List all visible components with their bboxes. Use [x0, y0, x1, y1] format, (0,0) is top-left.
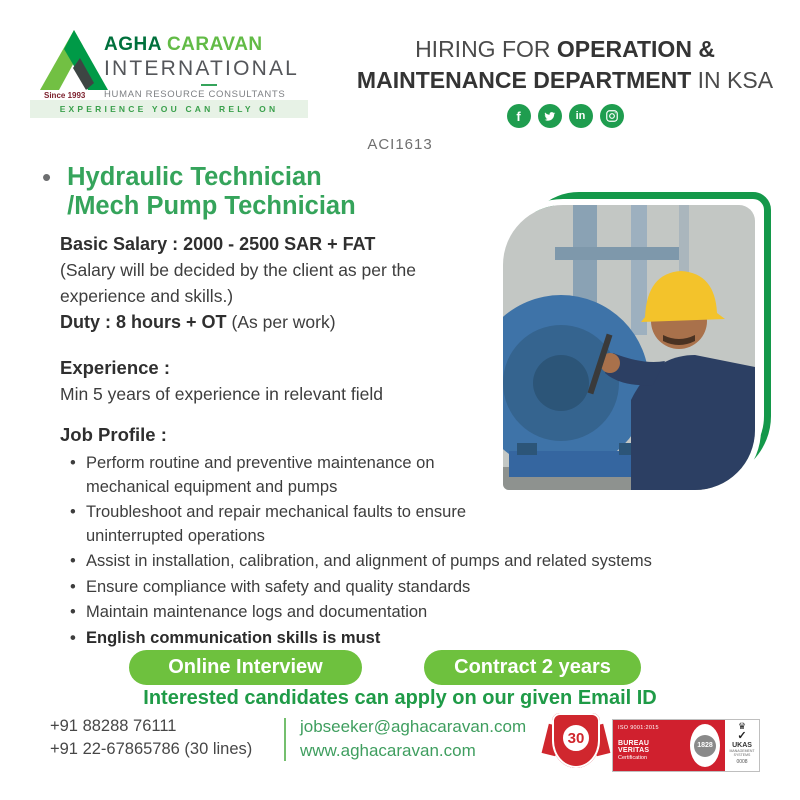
- instagram-icon[interactable]: [600, 104, 624, 128]
- bureau-veritas-badge: [612, 719, 760, 772]
- company-name-block: [104, 34, 314, 100]
- ukas-label: UKAS: [732, 742, 752, 749]
- experience-label: Experience :: [60, 357, 171, 378]
- job-title: [42, 163, 356, 221]
- company-tagline: EXPERIENCE YOU CAN RELY ON: [30, 100, 308, 118]
- heading-bold-1: OPERATION &: [556, 36, 715, 62]
- logo-triangle-icon: [36, 28, 112, 100]
- salary-line: Basic Salary : 2000 - 2500 SAR + FAT: [60, 234, 376, 254]
- brand-word-agha: AGHA: [104, 34, 162, 55]
- salary-section: [60, 231, 500, 335]
- worker-photo-illustration: [503, 205, 755, 490]
- company-name-international: INTERNATIONAL: [104, 57, 300, 80]
- online-interview-button[interactable]: Online Interview: [129, 650, 362, 685]
- duty-line: [60, 309, 500, 335]
- worker-photo: [503, 205, 755, 490]
- heading-light-2: IN KSA: [691, 67, 774, 93]
- profile-item: • Troubleshoot and repair mechanical faults to ensure uninterrupted operations: [60, 501, 490, 548]
- linkedin-icon[interactable]: in: [569, 104, 593, 128]
- profile-item: • English communication skills is must: [60, 627, 720, 651]
- logo-divider: [201, 84, 217, 86]
- profile-item: • Maintain maintenance logs and documentation: [60, 601, 720, 625]
- apply-instruction: Interested candidates can apply on our given Email ID: [143, 687, 657, 709]
- heading-line-2: [335, 65, 795, 96]
- phone-number-2: +91 22-67865786 (30 lines): [50, 740, 253, 758]
- profile-item: • Perform routine and preventive maintenance on mechanical equipment and pumps: [60, 452, 490, 499]
- bv-name: BUREAU VERITAS: [618, 740, 650, 754]
- website-link[interactable]: www.aghacaravan.com: [300, 741, 476, 760]
- anniversary-number: 30: [567, 729, 585, 747]
- bv-certification: Certification: [618, 755, 648, 761]
- salary-note: (Salary will be decided by the client as per the experience and skills.): [60, 260, 417, 306]
- badge-number: [561, 723, 591, 753]
- hiring-heading: [335, 34, 795, 128]
- company-name: [104, 34, 314, 56]
- title-bullet: •: [42, 162, 52, 192]
- profile-item: • Ensure compliance with safety and quality standards: [60, 576, 720, 600]
- job-profile-label: Job Profile :: [60, 424, 167, 445]
- ukas-panel: [725, 720, 759, 771]
- heading-line-1: [335, 34, 795, 65]
- bv-red-panel: [613, 720, 685, 771]
- duty-bold: Duty : 8 hours + OT: [60, 312, 232, 332]
- experience-section: [60, 355, 383, 407]
- experience-value: Min 5 years of experience in relevant field: [60, 384, 383, 404]
- duty-note: (As per work): [231, 312, 336, 332]
- 30-years-badge: [545, 711, 607, 773]
- twitter-icon[interactable]: [538, 104, 562, 128]
- bv-emblem-icon: 1828: [694, 735, 716, 757]
- iso-text: ISO 9001:2015: [618, 725, 659, 731]
- logo-since-text: Since 1993: [44, 91, 86, 100]
- job-title-line-1: Hydraulic Technician: [67, 163, 322, 191]
- company-subtitle: HUMAN RESOURCE CONSULTANTS: [104, 89, 286, 100]
- social-icons-row: [335, 104, 795, 128]
- ukas-subtitle: MANAGEMENT SYSTEMS: [729, 749, 755, 757]
- facebook-icon[interactable]: f: [507, 104, 531, 128]
- ukas-code: 0008: [736, 759, 748, 765]
- heading-light-1: HIRING FOR: [415, 36, 557, 62]
- reference-code: ACI1613: [367, 136, 433, 153]
- ukas-crown-icon: ♛: [737, 721, 747, 731]
- phone-number-1: +91 88288 76111: [50, 717, 177, 735]
- profile-item: • Assist in installation, calibration, and alignment of pumps and related systems: [60, 550, 710, 574]
- contract-button[interactable]: Contract 2 years: [424, 650, 641, 685]
- ukas-check-icon: ✓: [737, 730, 747, 742]
- bv-emblem: [685, 720, 725, 771]
- company-logo: [36, 28, 112, 105]
- job-title-line-2: /Mech Pump Technician: [67, 192, 356, 220]
- footer-divider: [284, 718, 286, 761]
- heading-bold-2: MAINTENANCE DEPARTMENT: [356, 67, 692, 93]
- brand-word-caravan: CARAVAN: [166, 34, 263, 55]
- email-link[interactable]: jobseeker@aghacaravan.com: [300, 717, 527, 736]
